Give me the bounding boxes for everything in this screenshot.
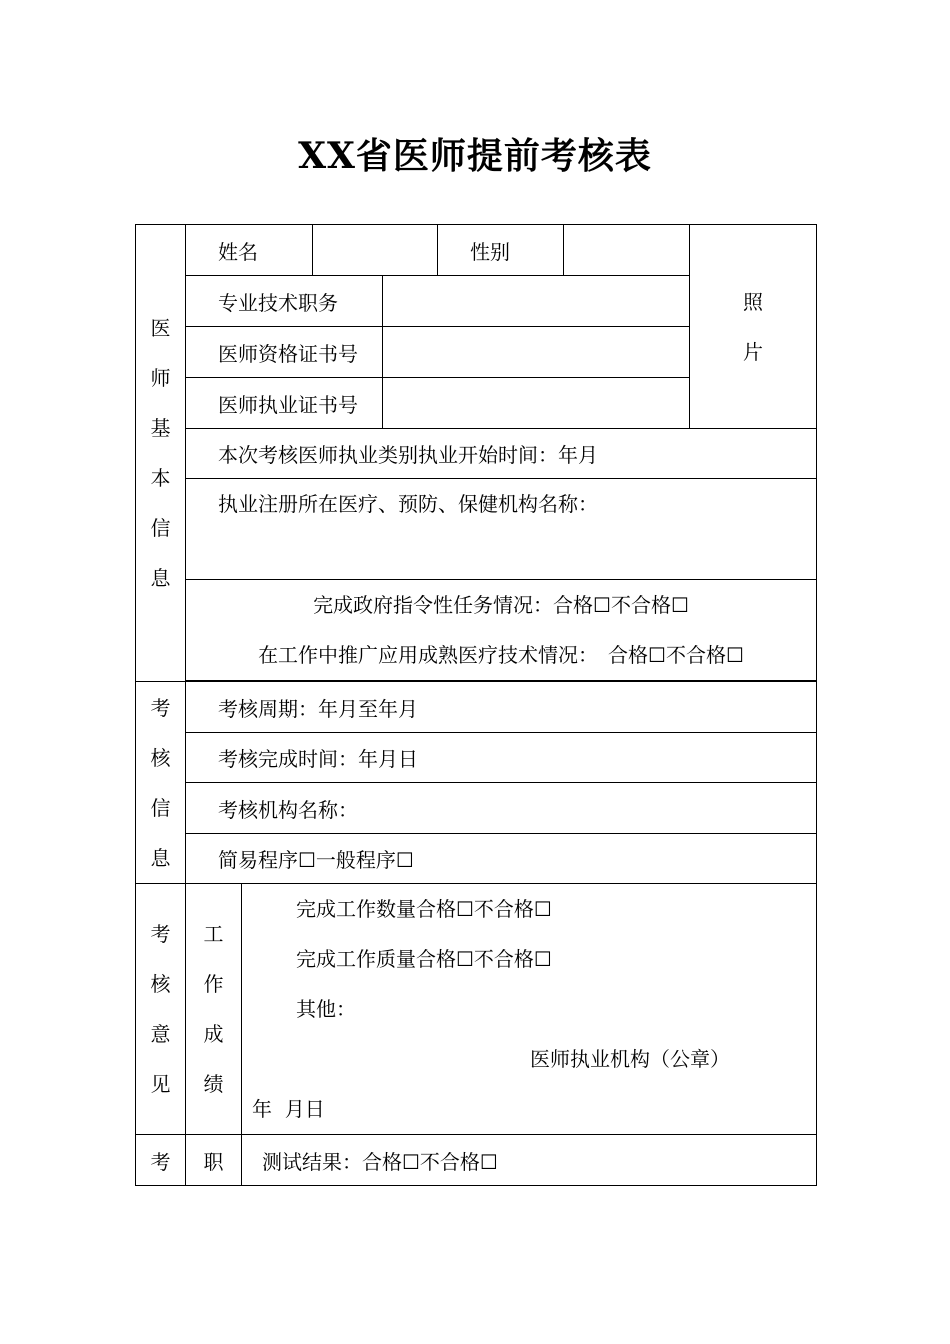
assessment-form-table	[135, 224, 817, 1186]
section-assess-info: 考 核 信 息	[136, 682, 186, 884]
title-field[interactable]	[383, 276, 690, 327]
period-row[interactable]: 考核周期：年月至年月	[186, 682, 817, 733]
institution-row[interactable]	[186, 479, 817, 580]
opinion-content[interactable]	[242, 884, 817, 1135]
test-result-row[interactable]: 测试结果：合格☐不合格☐	[242, 1135, 817, 1186]
procedure-row[interactable]: 简易程序☐一般程序☐	[186, 834, 817, 884]
section-opinion: 考 核 意 见	[136, 884, 186, 1135]
institution-label: 执业注册所在医疗、预防、保健机构名称：	[218, 492, 598, 516]
gender-label: 性别	[438, 225, 564, 276]
title-label: 专业技术职务	[186, 276, 383, 327]
license-label: 医师执业证书号	[186, 378, 383, 429]
cert-label: 医师资格证书号	[186, 327, 383, 378]
org-name-row[interactable]: 考核机构名称：	[186, 783, 817, 834]
photo-box[interactable]: 照 片	[690, 225, 817, 429]
quality-text: 完成工作质量合格☐不合格☐	[296, 947, 552, 971]
name-field[interactable]	[313, 225, 438, 276]
section-basic-info: 医 师 基 本 信 息	[136, 225, 186, 682]
last-row-col2: 职	[186, 1135, 242, 1186]
section-work-results: 工 作 成 绩	[186, 884, 242, 1135]
other-text: 其他：	[296, 997, 356, 1021]
quantity-text: 完成工作数量合格☐不合格☐	[296, 897, 552, 921]
task-row[interactable]	[186, 580, 817, 681]
gov-task-text: 完成政府指令性任务情况：合格☐不合格☐	[313, 593, 689, 617]
name-label: 姓名	[186, 225, 313, 276]
date-text: 年 月日	[252, 1097, 325, 1121]
last-row-col1: 考	[136, 1135, 186, 1186]
license-field[interactable]	[383, 378, 690, 429]
seal-text: 医师执业机构（公章）	[530, 1047, 730, 1071]
form-title: XX省医师提前考核表	[298, 135, 652, 177]
gender-field[interactable]	[564, 225, 690, 276]
done-time-row[interactable]: 考核完成时间：年月日	[186, 733, 817, 783]
cert-field[interactable]	[383, 327, 690, 378]
start-time-row[interactable]: 本次考核医师执业类别执业开始时间：年月	[186, 429, 817, 479]
tech-promo-text: 在工作中推广应用成熟医疗技术情况： 合格☐不合格☐	[258, 643, 744, 667]
